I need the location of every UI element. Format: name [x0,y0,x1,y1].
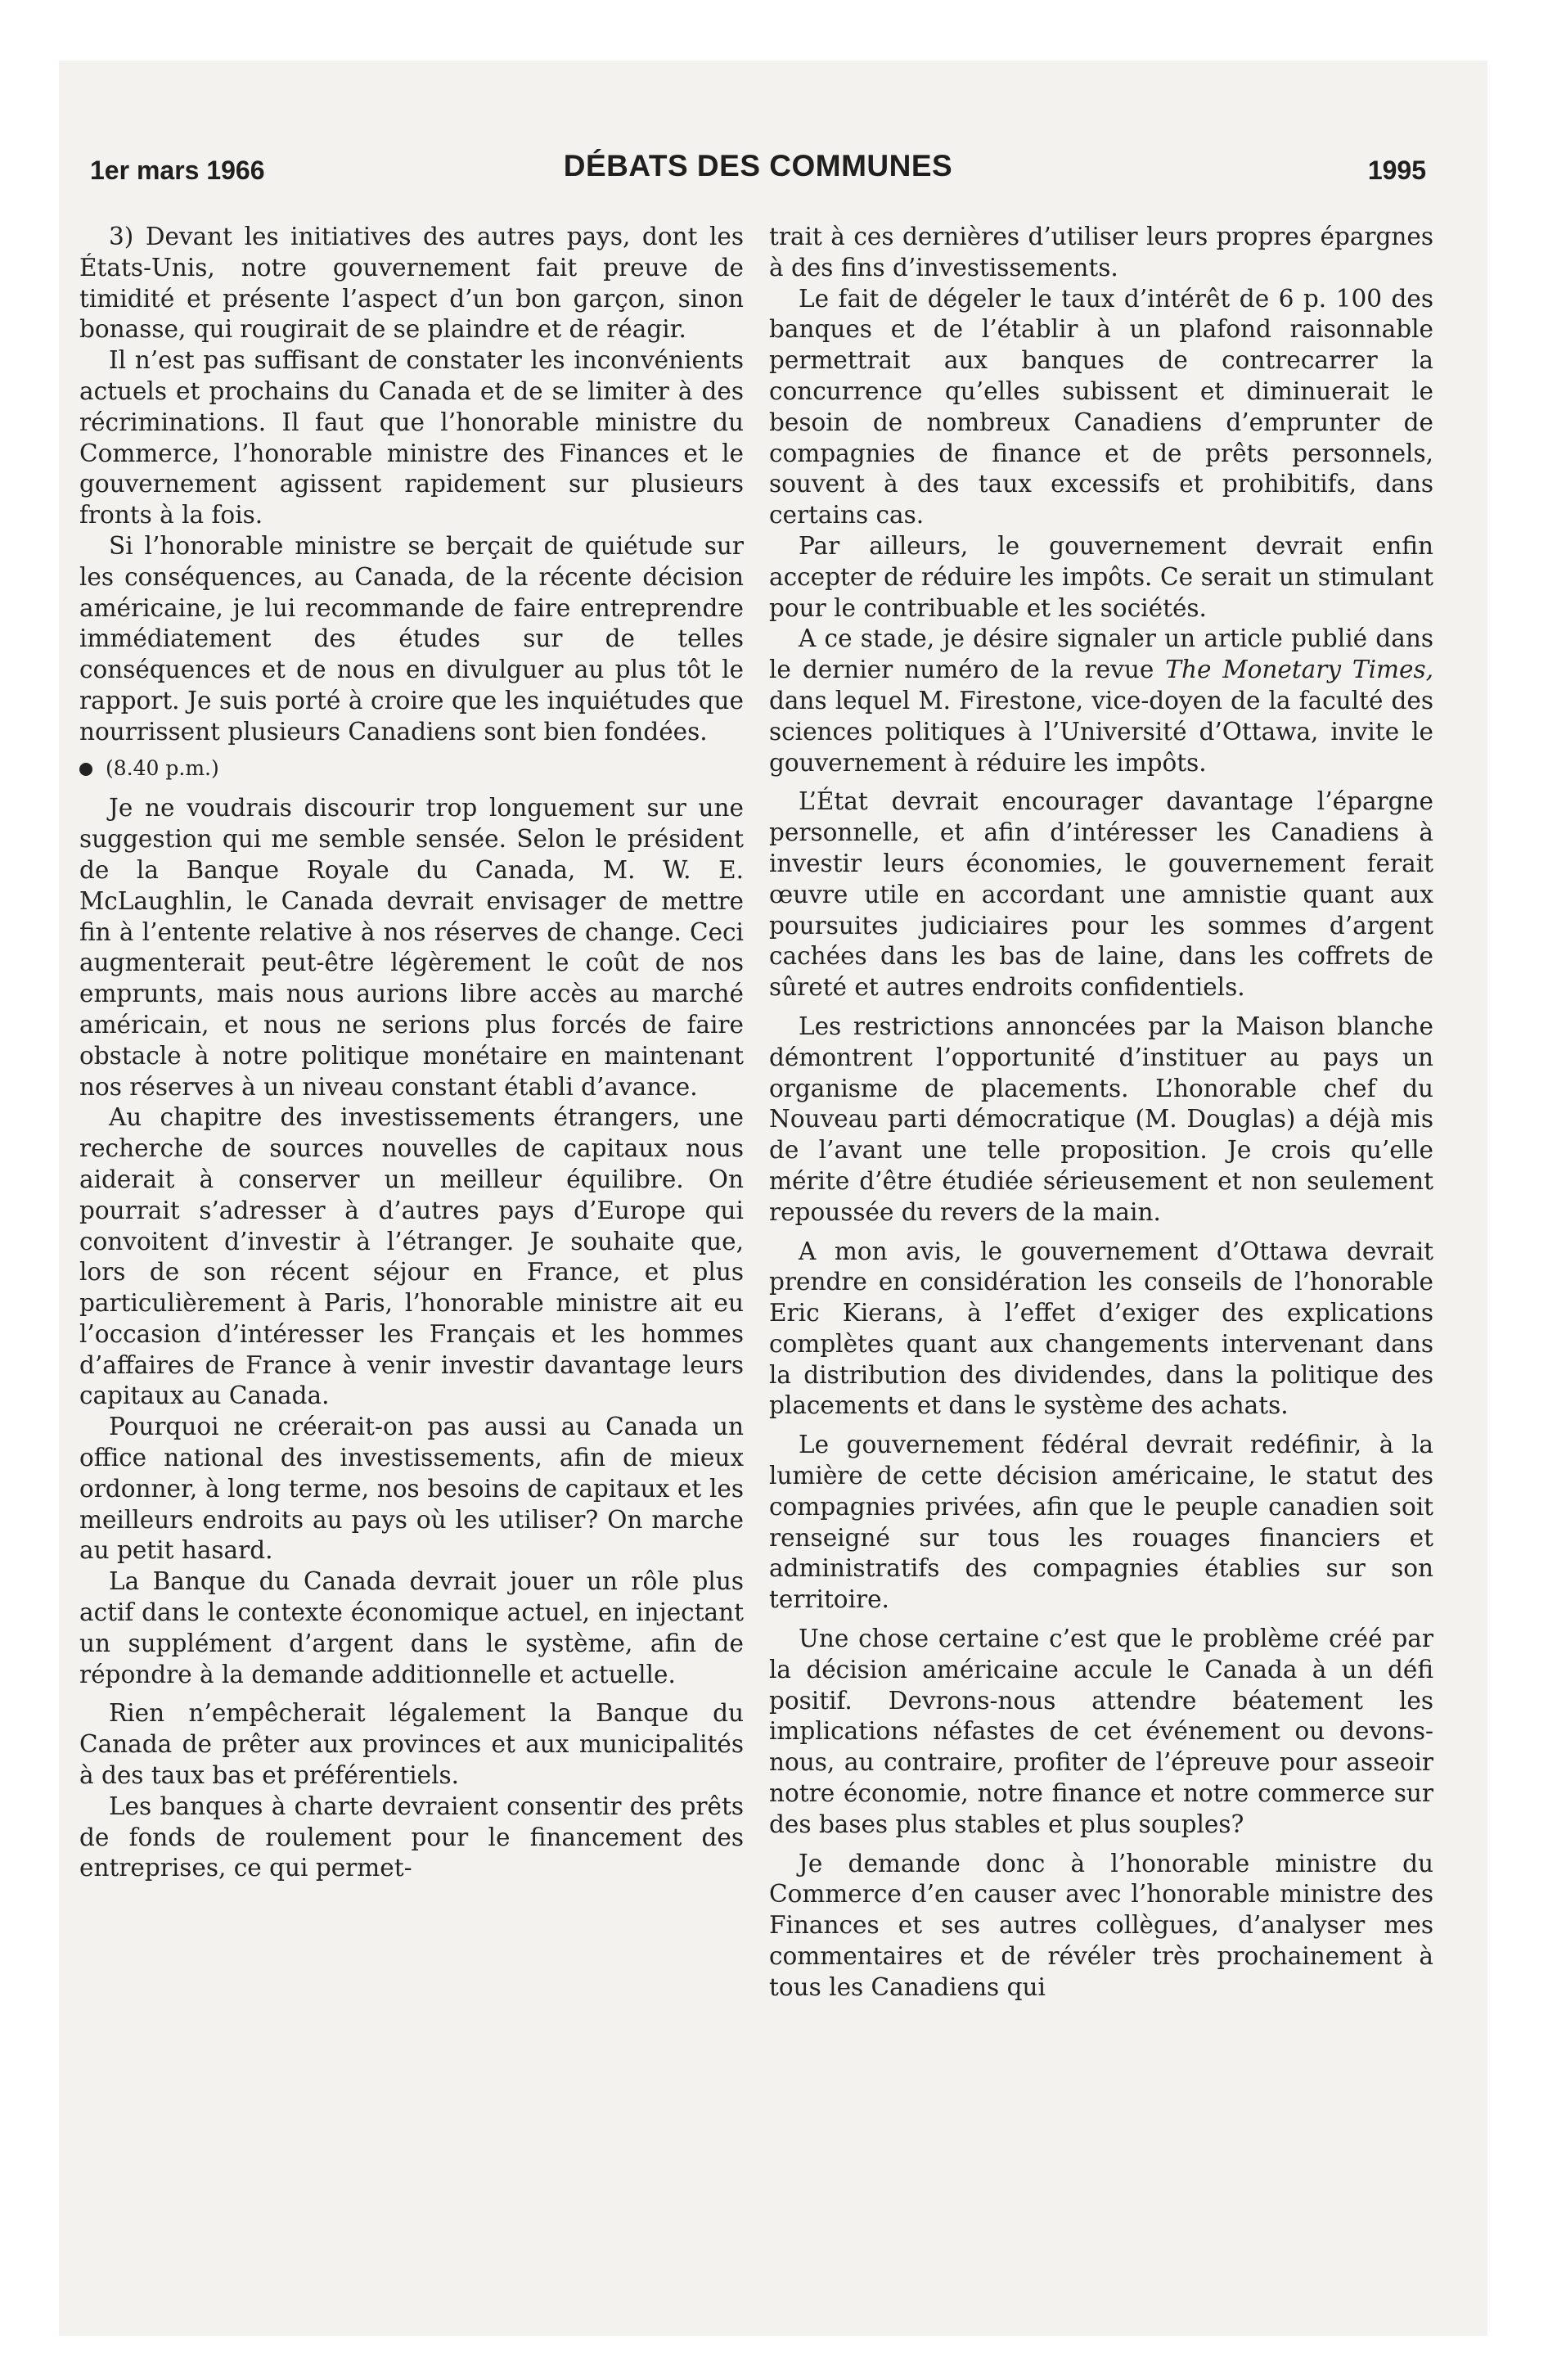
paragraph: La Banque du Canada devrait jouer un rôle plus actif dans le contexte économique actuel, en injectant un supplément d’argent dans le système, afin de répondre à la demande additionnelle et actuelle. [79,1567,744,1688]
time-label: (8.40 p.m.) [106,755,219,780]
paragraph: Par ailleurs, le gouvernement devrait enfin accepter de réduire les impôts. Ce serait un stimulant pour le contribuable et les sociétés. [769,531,1433,622]
paragraph: A mon avis, le gouvernement d’Ottawa devrait prendre en considération les conseils de l’honorable Eric Kierans, à l’effet d’exiger des explications complètes quant aux changements intervenant dans la distribution des dividendes, dans la politique des placements et dans le système des achats. [769,1237,1433,1420]
publication-title: The Monetary Times, [1165,656,1433,684]
header-title: DÉBATS DES COMMUNES [563,149,953,183]
time-marker [79,753,744,784]
right-column [769,222,1433,2004]
paragraph: Les banques à charte devraient consentir des prêts de fonds de roulement pour le financement des entreprises, ce qui permet- [79,1792,744,1882]
paragraph [769,624,1433,778]
paragraph: Le fait de dégeler le taux d’intérêt de 6 p. 100 des banques et de l’établir à un plafond raisonnable permettrait aux banques de contrecarrer la concurrence qu’elles subissent et diminuerait le besoin de nombreux Canadiens d’emprunter de compagnies de finance et de prêts personnels, souvent à des taux excessifs et prohibitifs, dans certains cas. [769,284,1433,530]
paragraph: Si l’honorable ministre se berçait de quiétude sur les conséquences, au Canada, de la récente décision américaine, je lui recommande de faire entreprendre immédiatement des études sur de telles conséquences et de nous en divulguer au plus tôt le rapport. Je suis porté à croire que les inquiétudes que nourrissent plusieurs Canadiens sont bien fondées. [79,531,744,746]
paragraph: Rien n’empêcherait légalement la Banque du Canada de prêter aux provinces et aux municipalités à des taux bas et préférentiels. [79,1699,744,1790]
header-page-number: 1995 [1367,156,1426,185]
paragraph: 3) Devant les initiatives des autres pays, dont les États-Unis, notre gouvernement fait preuve de timidité et présente l’aspect d’un bon garçon, sinon bonasse, qui rougirait de se plaindre et de réagir. [79,223,744,344]
paragraph: Au chapitre des investissements étrangers, une recherche de sources nouvelles de capitaux nous aiderait à conserver un meilleur équilibre. On pourrait s’adresser à d’autres pays d’Europe qui convoitent d’investir à l’étranger. Je souhaite que, lors de son récent séjour en France, et plus particulièrement à Paris, l’honorable ministre ait eu l’occasion d’intéresser les Français et les hommes d’affaires de France à venir investir davantage leurs capitaux au Canada. [79,1103,744,1410]
paragraph: Les restrictions annoncées par la Maison blanche démontrent l’opportunité d’instituer au pays un organisme de placements. L’honorable chef du Nouveau parti démocratique (M. Douglas) a déjà mis de l’avant une telle proposition. Je crois qu’elle mérite d’être étudiée sérieusement et non seulement repoussée du revers de la main. [769,1012,1433,1226]
paragraph: Pourquoi ne créerait-on pas aussi au Canada un office national des investissements, afin de mieux ordonner, à long terme, nos besoins de capitaux et les meilleurs endroits au pays où les utiliser? On marche au petit hasard. [79,1413,744,1565]
paragraph: L’État devrait encourager davantage l’épargne personnelle, et afin d’intéresser les Canadiens à investir leurs économies, le gouvernement ferait œuvre utile en accordant une amnistie quant aux poursuites judiciaires pour les sommes d’argent cachées dans les bas de laine, dans les coffrets de sûreté et autres endroits confidentiels. [769,787,1433,1002]
paragraph: Je ne voudrais discourir trop longuement sur une suggestion qui me semble sensée. Selon le président de la Banque Royale du Canada, M. W. E. McLaughlin, le Canada devrait envisager de mettre fin à l’entente relative à nos réserves de change. Ceci augmenterait peut-être légèrement le coût de nos emprunts, mais nous aurions libre accès au marché américain, et nous ne serions plus forcés de faire obstacle à notre politique monétaire en maintenant nos réserves à un niveau constant établi d’avance. [79,794,744,1101]
paragraph: Une chose certaine c’est que le problème créé par la décision américaine accule le Canada à un défi positif. Devrons-nous attendre béatement les implications néfastes de cet événement ou devons-nous, au contraire, profiter de l’épreuve pour asseoir notre économie, notre finance et notre commerce sur des bases plus stables et plus souples? [769,1625,1433,1838]
paragraph: Le gouvernement fédéral devrait redéfinir, à la lumière de cette décision américaine, le statut des compagnies privées, afin que le peuple canadien soit renseigné sur tous les rouages financiers et administratifs des compagnies établies sur son territoire. [769,1431,1433,1614]
paragraph: trait à ces dernières d’utiliser leurs propres épargnes à des fins d’investissements. [769,223,1433,282]
paragraph-text: dans lequel M. Firestone, vice-doyen de la faculté des sciences politiques à l’Université d’Ottawa, invite le gouvernement à réduire les impôts. [769,686,1433,777]
paragraph: Il n’est pas suffisant de constater les inconvénients actuels et prochains du Canada et de se limiter à des récriminations. Il faut que l’honorable ministre du Commerce, l’honorable ministre des Finances et le gouvernement agissent rapidement sur plusieurs fronts à la fois. [79,346,744,530]
header-date: 1er mars 1966 [90,156,265,185]
paragraph: Je demande donc à l’honorable ministre du Commerce d’en causer avec l’honorable ministre des Finances et ses autres collègues, d’analyser mes commentaires et de révéler très prochainement à tous les Canadiens qui [769,1849,1433,2001]
page-header [90,149,1426,195]
left-column [79,222,744,1884]
paragraph-text: A ce stade, je désire signaler un article publié dans le dernier numéro de la revue [769,624,1433,684]
bullet-icon [79,763,92,776]
